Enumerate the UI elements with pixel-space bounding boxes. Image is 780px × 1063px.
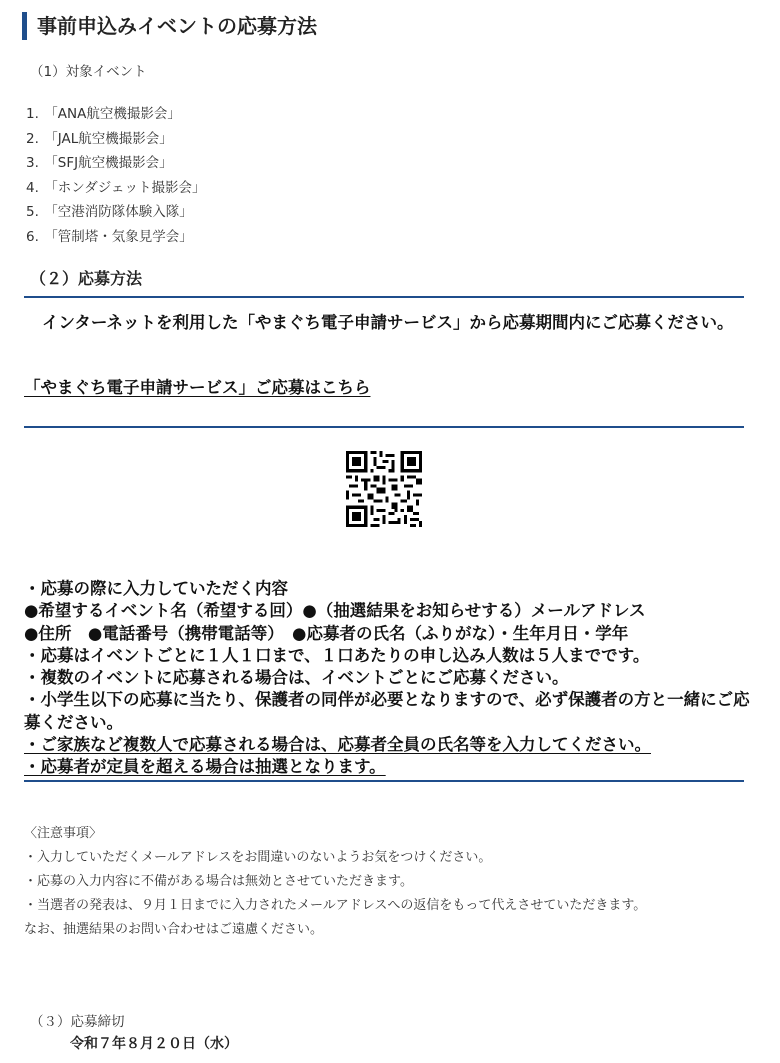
page-title: 事前申込みイベントの応募方法 [22,12,767,40]
detail-line: ・ご家族など複数人で応募される場合は、応募者全員の氏名等を入力してください。 [24,735,651,755]
detail-line: ●希望するイベント名（希望する回）●（抽選結果をお知らせする）メールアドレス [24,601,646,621]
section3-heading: （３）応募締切 [30,1014,125,1030]
list-item: 4. 「ホンダジェット撮影会」 [26,179,206,196]
list-item: 3. 「SFJ航空機撮影会」 [26,155,173,171]
detail-line: ・応募の際に入力していただく内容 [24,579,288,598]
note-item: ・入力していただくメールアドレスをお間違いのないようお気をつけください。 [24,850,492,865]
note-item: ・応募の入力内容に不備がある場合は無効とさせていただきます。 [24,874,413,889]
application-intro: インターネットを利用した「やまぐち電子申請サービス」から応募期間内にご応募ください。 [42,313,734,332]
list-item: 6. 「管制塔・気象見学会」 [26,228,193,245]
divider [24,426,744,428]
note-item: なお、抽選結果のお問い合わせはご遠慮ください。 [24,922,324,937]
note-item: ・当選者の発表は、９月１日までに入力されたメールアドレスへの返信をもって代えさせていただきます。 [24,898,647,913]
application-link[interactable]: 「やまぐち電子申請サービス」ご応募はこちら [24,378,371,397]
detail-line: ・応募はイベントごとに１人１口まで、１口あたりの申し込み人数は５人までです。 [24,645,650,665]
list-item: 2. 「JAL航空機撮影会」 [26,130,173,147]
detail-line: ・応募者が定員を超える場合は抽選となります。 [24,757,386,777]
event-list [26,102,206,249]
list-item: 5. 「空港消防隊体験入隊」 [26,204,193,220]
application-details [24,578,754,779]
detail-line: ・複数のイベントに応募される場合は、イベントごとにご応募ください。 [24,668,569,688]
deadline-date: 令和７年８月２０日（水） [70,1036,238,1052]
qr-code [346,451,422,527]
notes-section [24,822,754,942]
section2-heading: （２）応募方法 [30,269,143,288]
notes-heading: 〈注意事項〉 [24,826,103,841]
divider [24,780,744,782]
detail-line: ・小学生以下の応募に当たり、保護者の同伴が必要となりますので、必ず保護者の方と一緒にご応募ください。 [24,690,750,732]
divider [24,296,744,298]
detail-line: ●住所 ●電話番号（携帯電話等） ●応募者の氏名（ふりがな）・生年月日・学年 [24,623,629,643]
list-item: 1. 「ANA航空機撮影会」 [26,106,181,122]
section1-heading: （1）対象イベント [30,64,147,80]
